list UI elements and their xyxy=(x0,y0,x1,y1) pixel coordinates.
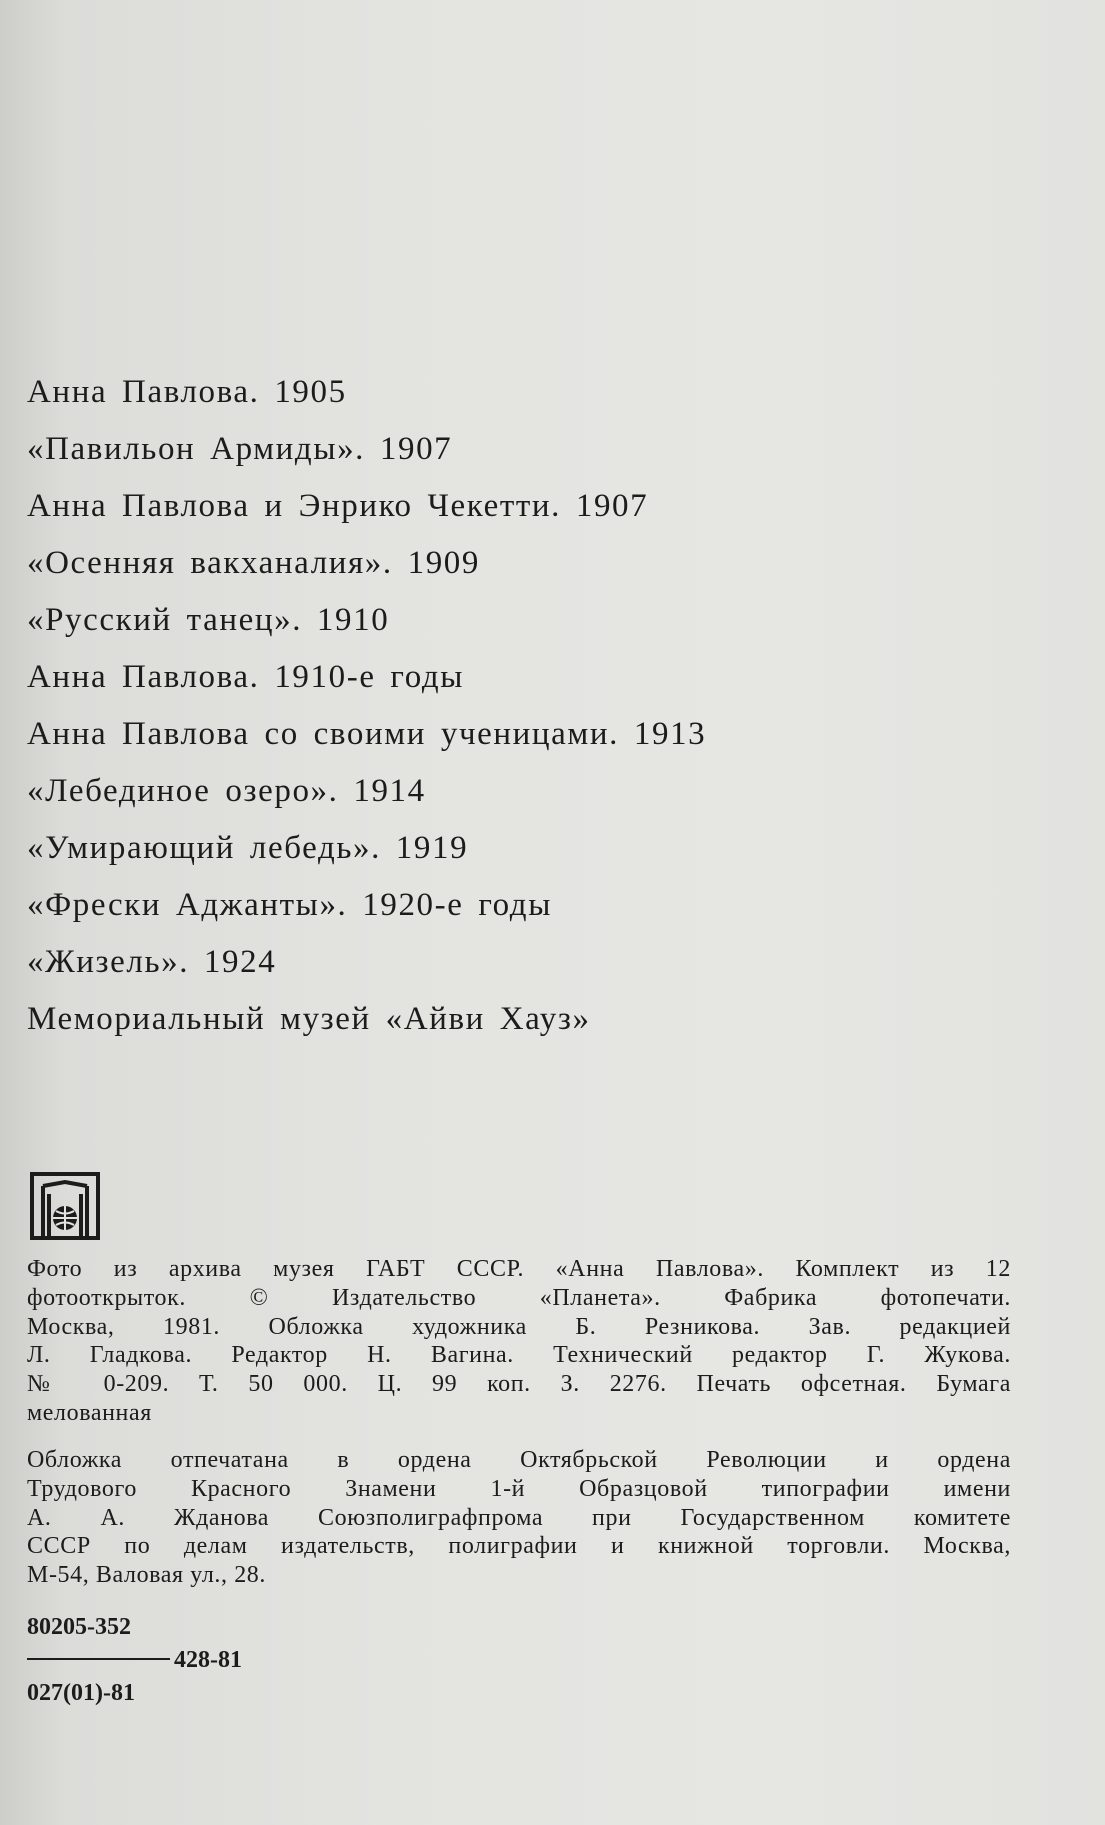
imprint-line: Л. Гладкова. Редактор Н. Вагина. Технический редактор Г. Жукова. xyxy=(27,1342,1011,1369)
contents-item: «Лебединое озеро». 1914 xyxy=(27,773,426,809)
contents-item: Анна Павлова со своими ученицами. 1913 xyxy=(27,716,707,752)
printer-block xyxy=(27,1446,1011,1590)
contents-item: «Фрески Аджанты». 1920-е годы xyxy=(27,887,552,923)
contents-item: Анна Павлова. 1905 xyxy=(27,374,347,410)
printer-line: Обложка отпечатана в ордена Октябрьской Революции и ордена xyxy=(27,1447,1011,1473)
index-code-bottom: 027(01)-81 xyxy=(27,1680,135,1706)
printer-line: А. А. Жданова Союзполиграфпрома при Государственном комитете xyxy=(27,1504,1011,1531)
index-code xyxy=(27,1612,242,1711)
contents-item: «Жизель». 1924 xyxy=(27,944,277,980)
contents-item: «Русский танец». 1910 xyxy=(27,602,390,638)
contents-item: «Павильон Армиды». 1907 xyxy=(27,431,453,467)
contents-item: «Осенняя вакханалия». 1909 xyxy=(27,545,480,581)
contents-item: Анна Павлова. 1910-е годы xyxy=(27,659,465,695)
index-code-right: 428-81 xyxy=(174,1647,242,1673)
index-code-middle xyxy=(27,1645,242,1678)
imprint-block xyxy=(27,1255,1011,1428)
contents-item: Анна Павлова и Энрико Чекетти. 1907 xyxy=(27,488,649,524)
imprint-line: № 0-209. Т. 50 000. Ц. 99 коп. З. 2276. Печать офсетная. Бумага xyxy=(27,1371,1011,1398)
printer-line: СССР по делам издательств, полиграфии и книжной торговли. Москва, xyxy=(27,1533,1011,1560)
imprint-line: Фото из архива музея ГАБТ СССР. «Анна Павлова». Комплект из 12 xyxy=(27,1256,1011,1282)
imprint-line: Москва, 1981. Обложка художника Б. Резникова. Зав. редакцией xyxy=(27,1313,1011,1340)
publisher-logo-icon xyxy=(29,1168,101,1240)
printer-line: М-54, Валовая ул., 28. xyxy=(27,1562,267,1589)
printer-line: Трудового Красного Знамени 1-й Образцовой типографии имени xyxy=(27,1475,1011,1502)
index-code-top: 80205-352 xyxy=(27,1614,131,1640)
imprint-line: мелованная xyxy=(27,1399,152,1426)
imprint-line: фотооткрыток. © Издательство «Планета». Фабрика фотопечати. xyxy=(27,1284,1011,1311)
contents-item: «Умирающий лебедь». 1919 xyxy=(27,830,469,866)
contents-list xyxy=(27,364,1027,1048)
fraction-rule xyxy=(27,1658,170,1660)
contents-item: Мемориальный музей «Айви Хауз» xyxy=(27,1001,591,1037)
